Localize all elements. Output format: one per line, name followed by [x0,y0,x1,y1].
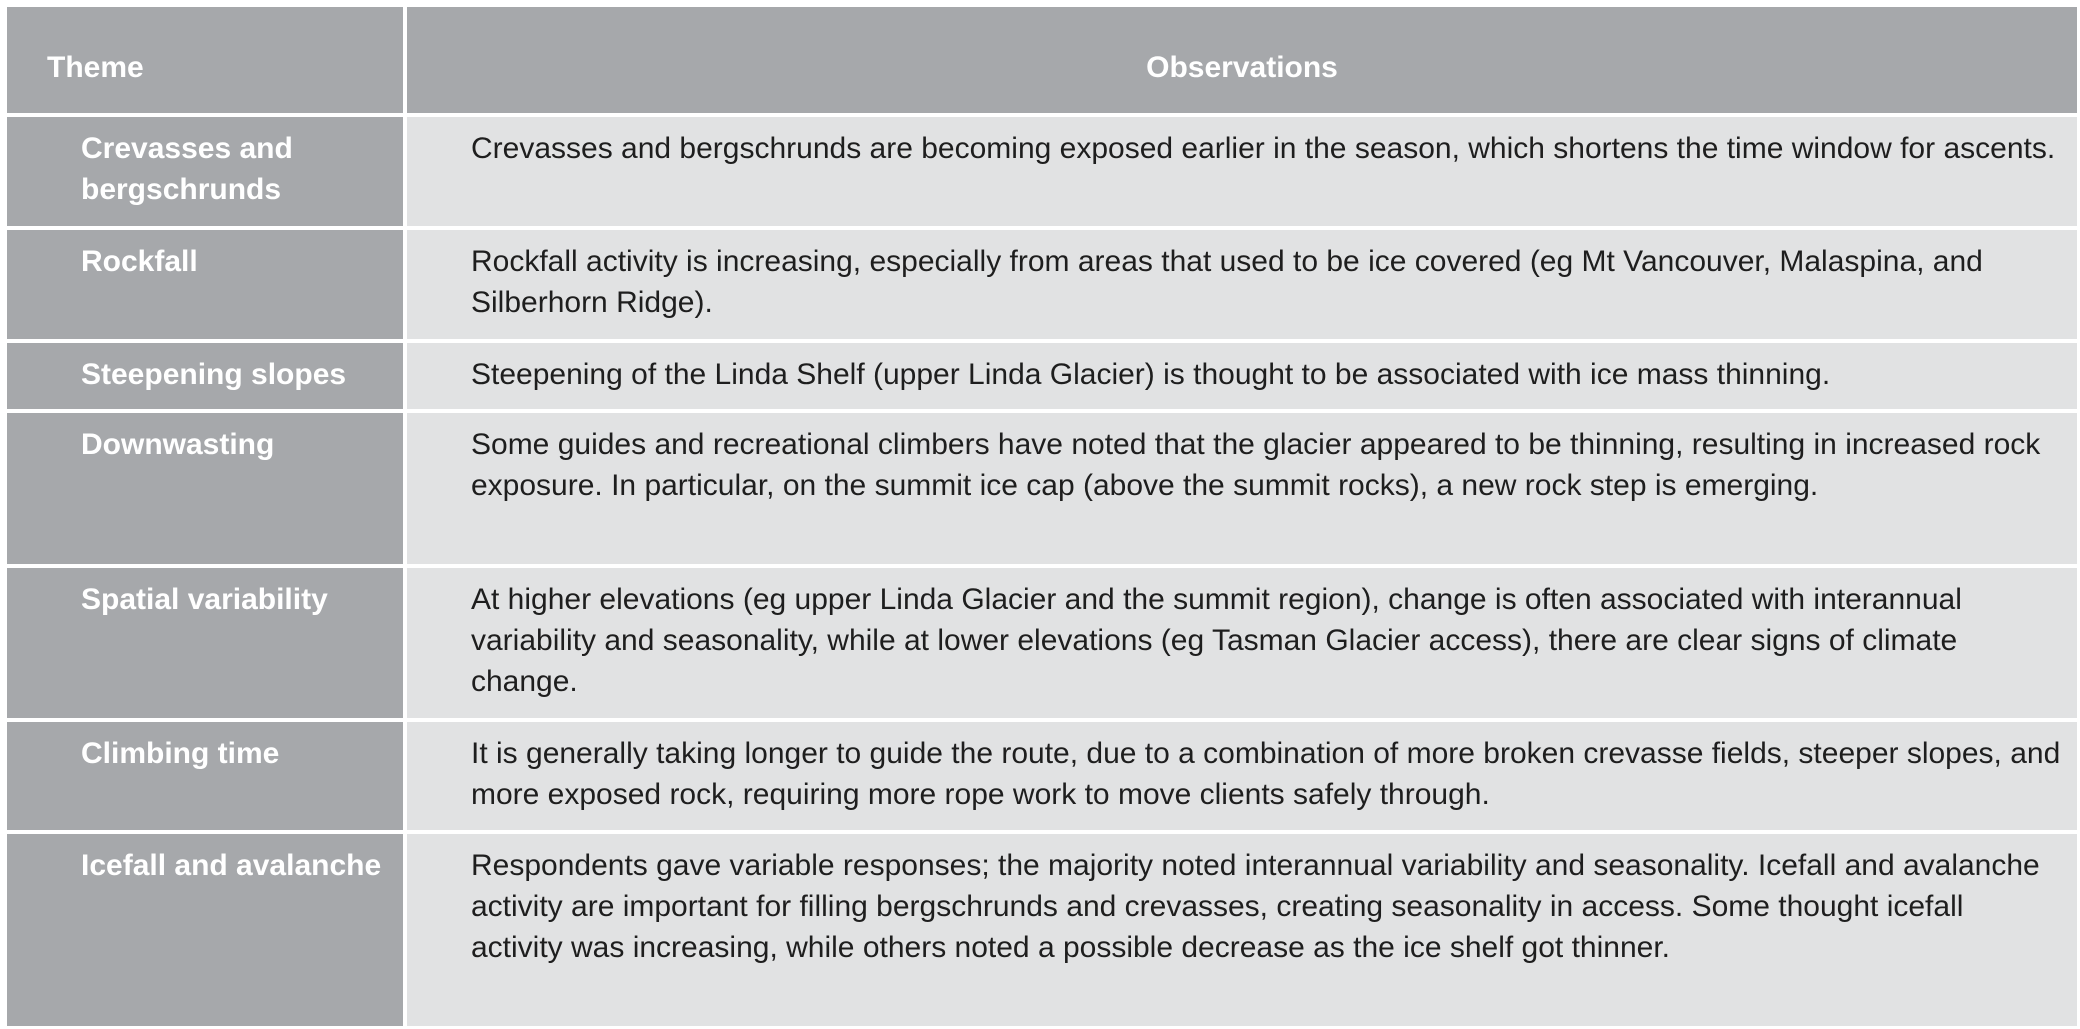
theme-cell: Downwasting [7,413,407,568]
theme-cell: Rockfall [7,230,407,343]
table-row [7,117,2077,230]
header-row [7,7,2077,117]
theme-cell: Climbing time [7,722,407,834]
table-row [7,413,2077,568]
table-row [7,722,2077,834]
table-row [7,230,2077,343]
header-observations: Observations [407,7,2077,117]
observation-cell: It is generally taking longer to guide the route, due to a combination of more broken crevasse fields, steeper slopes, and more exposed rock, requiring more rope work to move clients safely through. [407,722,2077,834]
theme-cell: Icefall and avalanche [7,834,407,1026]
observation-cell: Rockfall activity is increasing, especially from areas that used to be ice covered (eg Mt Vancouver, Malaspina, and Silberhorn Ridge). [407,230,2077,343]
observation-cell: Respondents gave variable responses; the majority noted interannual variability and seasonality. Icefall and avalanche activity are important for filling bergschrunds and crevasses, creating seasonality in access. Some thought icefall activity was increasing, while others noted a possible decrease as the ice shelf got thinner. [407,834,2077,1026]
table-row [7,834,2077,1026]
table-row [7,568,2077,722]
observation-cell: Some guides and recreational climbers have noted that the glacier appeared to be thinning, resulting in increased rock exposure. In particular, on the summit ice cap (above the summit rocks), a new rock step is emerging. [407,413,2077,568]
theme-cell: Steepening slopes [7,343,407,413]
observation-cell: At higher elevations (eg upper Linda Glacier and the summit region), change is often associated with interannual variability and seasonality, while at lower elevations (eg Tasman Glacier access), there are clear signs of climate change. [407,568,2077,722]
theme-cell: Crevasses and bergschrunds [7,117,407,230]
observations-table [7,7,2077,1026]
theme-cell: Spatial variability [7,568,407,722]
observation-cell: Steepening of the Linda Shelf (upper Linda Glacier) is thought to be associated with ice mass thinning. [407,343,2077,413]
header-theme: Theme [7,7,407,117]
observation-cell: Crevasses and bergschrunds are becoming exposed earlier in the season, which shortens the time window for ascents. [407,117,2077,230]
table-row [7,343,2077,413]
